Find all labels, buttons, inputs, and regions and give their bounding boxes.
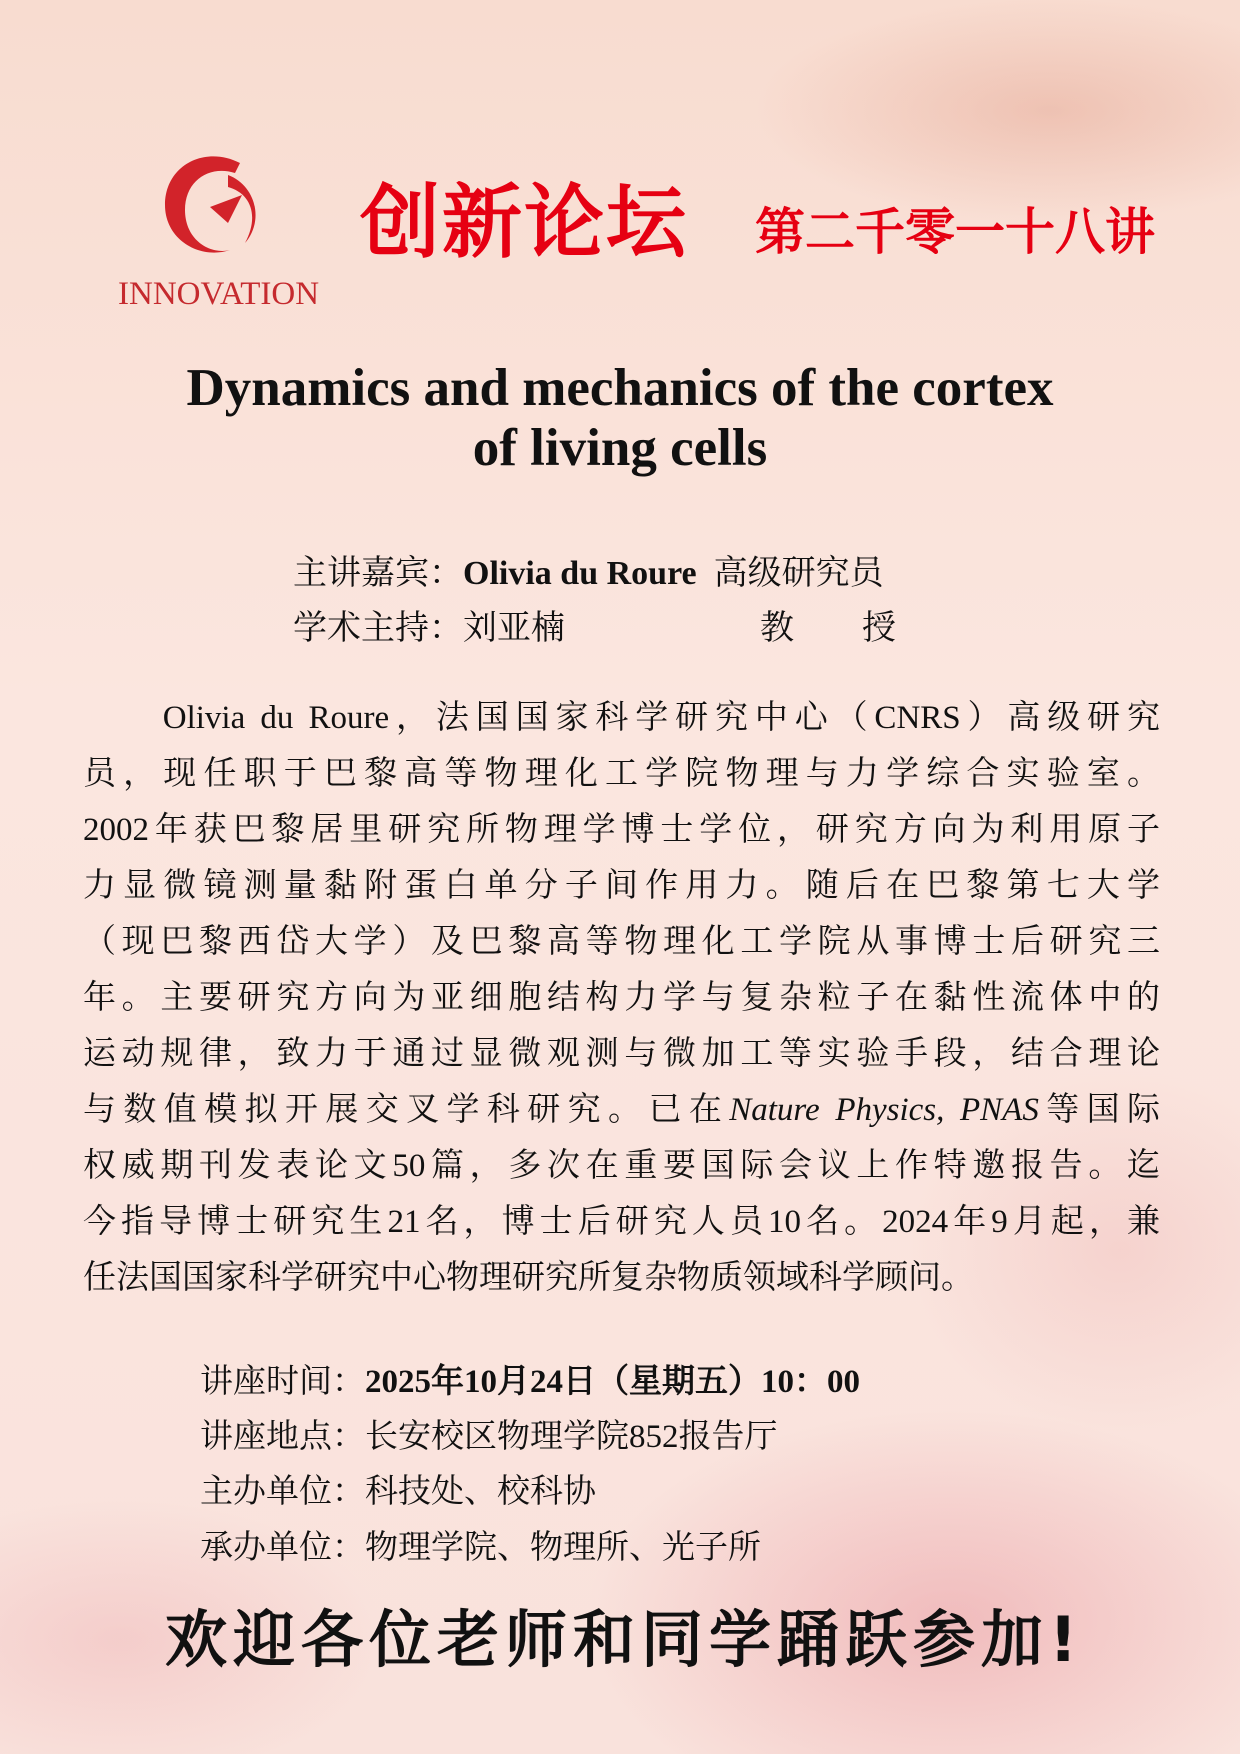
bio-text: 等国际	[1038, 1092, 1161, 1128]
bio-line: 任法国国家科学研究中心物理研究所复杂物质领域科学顾问。	[83, 1260, 974, 1296]
info-label: 承办单位：	[200, 1530, 365, 1566]
info-value: 长安校区物理学院852报告厅	[365, 1419, 778, 1455]
title-line-1: Dynamics and mechanics of the cortex	[186, 359, 1054, 417]
info-label: 讲座地点：	[200, 1419, 365, 1455]
bio-line: 权威期刊发表论文50篇，多次在重要国际会议上作特邀报告。迄	[83, 1148, 1160, 1184]
info-time	[200, 1355, 860, 1402]
lecture-title	[0, 358, 1240, 478]
host-label: 学术主持：	[293, 610, 463, 647]
forum-title: 创新论坛	[360, 176, 688, 269]
bio-line: 力显微镜测量黏附蛋白单分子间作用力。随后在巴黎第七大学	[83, 868, 1160, 904]
info-location	[200, 1410, 778, 1457]
info-label: 主办单位：	[200, 1474, 365, 1510]
speaker-label: 主讲嘉宾：	[293, 555, 463, 592]
info-value: 科技处、校科协	[365, 1474, 596, 1510]
info-value: 2025年10月24日（星期五）10：00	[365, 1364, 860, 1400]
info-label: 讲座时间：	[200, 1364, 365, 1400]
title-line-2: of living cells	[472, 419, 768, 477]
host-line	[293, 600, 565, 649]
host-title: 教 授	[760, 610, 896, 647]
info-organizer	[200, 1465, 596, 1512]
bio-line: 2002年获巴黎居里研究所物理学博士学位，研究方向为利用原子	[83, 812, 1160, 848]
innovation-logo-icon	[150, 145, 280, 265]
bio-line: 今指导博士研究生21名，博士后研究人员10名。2024年9月起，兼	[83, 1204, 1160, 1240]
bio-line	[83, 1082, 1160, 1138]
logo-text: INNOVATION	[118, 276, 320, 312]
host-name: 刘亚楠	[463, 610, 565, 647]
welcome-message: 欢迎各位老师和同学踊跃参加!	[165, 1603, 1084, 1676]
bio-line: 年。主要研究方向为亚细胞结构力学与复杂粒子在黏性流体中的	[83, 980, 1160, 1016]
speaker-bio	[83, 690, 1160, 1306]
bio-line: （现巴黎西岱大学）及巴黎高等物理化工学院从事博士后研究三	[83, 924, 1160, 960]
speaker-name: Olivia du Roure	[463, 555, 697, 592]
info-value: 物理学院、物理所、光子所	[365, 1530, 761, 1566]
bio-line: Olivia du Roure，法国国家科学研究中心（CNRS）高级研究	[83, 700, 1160, 736]
bio-line: 运动规律，致力于通过显微观测与微加工等实验手段，结合理论	[83, 1036, 1160, 1072]
speaker-line	[293, 545, 884, 594]
journal-names: Nature Physics, PNAS	[729, 1092, 1039, 1128]
info-co-organizer	[200, 1521, 761, 1568]
bio-text: 与数值模拟开展交叉学科研究。已在	[83, 1092, 730, 1128]
speaker-title: 高级研究员	[713, 555, 884, 592]
bio-line: 员，现任职于巴黎高等物理化工学院物理与力学综合实验室。	[83, 756, 1160, 792]
lecture-number: 第二千零一十八讲	[755, 203, 1155, 261]
